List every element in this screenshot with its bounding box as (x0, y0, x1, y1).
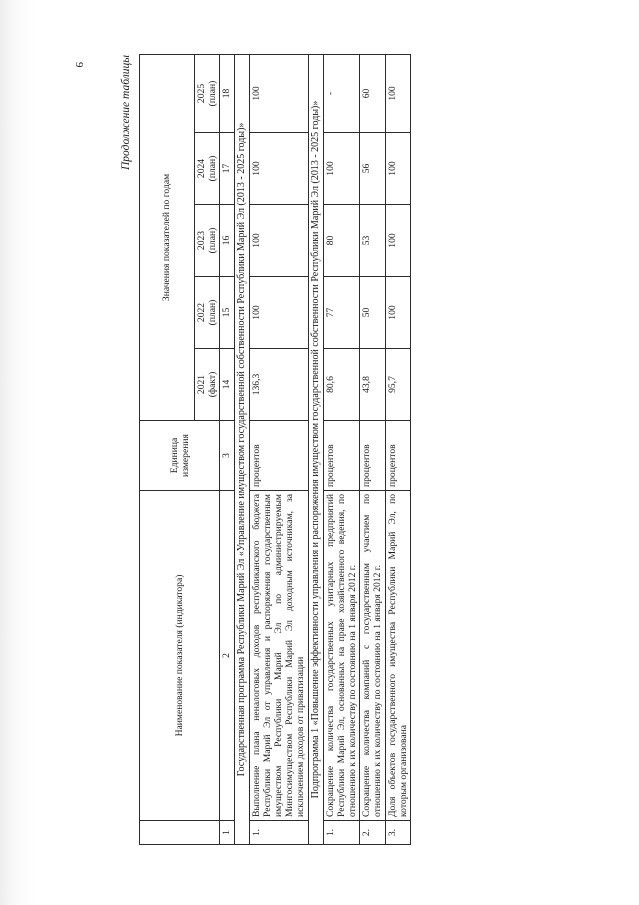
row-unit: процентов (360, 421, 385, 491)
section-title-row (308, 54, 323, 844)
row-value-2024: 100 (385, 133, 410, 205)
rotated-page-content (120, 55, 530, 845)
row-unit: процентов (249, 421, 308, 491)
row-value-2024: 56 (360, 133, 385, 205)
row-unit: процентов (323, 421, 360, 491)
row-value-2023: 53 (360, 205, 385, 277)
column-number: 16 (220, 205, 234, 277)
row-indicator-name: Выполнение плана неналоговых доходов республиканского бюджета Республики Марий Эл от управления и распоряжения государственным имуществом Республики Марий Эл по администрируемым Мингосимуществом Республики Марий Эл доходным источникам, за исключением доходов от приватизации (249, 491, 308, 821)
row-value-2024: 100 (323, 133, 360, 205)
row-index: 2. (360, 821, 385, 845)
table-row (249, 54, 308, 844)
row-value-2025: 100 (385, 54, 410, 132)
header-year-2025: 2025 (план) (195, 54, 220, 132)
row-value-2023: 80 (323, 205, 360, 277)
row-index: 1. (249, 821, 308, 845)
row-value-2023: 100 (385, 205, 410, 277)
row-index: 1. (323, 821, 360, 845)
column-number: 18 (220, 54, 234, 132)
column-number: 14 (220, 349, 234, 421)
header-year-2022: 2022 (план) (195, 277, 220, 349)
continuation-label: Продолжение таблицы (120, 55, 132, 171)
row-value-2025: - (323, 54, 360, 132)
table-row (360, 54, 385, 844)
row-value-2021: 43,8 (360, 349, 385, 421)
table-row (323, 54, 360, 844)
header-index-blank (140, 821, 220, 845)
row-value-2025: 60 (360, 54, 385, 132)
row-indicator-name: Сокращение количества государственных унитарных предприятий Республики Марий Эл, основанных на праве хозяйственного ведения, по отношению к их количеству по состоянию на 1 января 2012 г. (323, 491, 360, 821)
row-value-2022: 77 (323, 277, 360, 349)
column-number: 2 (220, 491, 234, 821)
page-number: 9 (73, 62, 85, 68)
row-value-2022: 50 (360, 277, 385, 349)
row-value-2022: 100 (385, 277, 410, 349)
column-number: 3 (220, 421, 234, 491)
row-value-2023: 100 (249, 205, 308, 277)
column-number: 15 (220, 277, 234, 349)
column-number: 1 (220, 821, 234, 845)
row-indicator-name: Сокращение количества компаний с государственным участием по отношению к их количеству по состоянию на 1 января 2012 г. (360, 491, 385, 821)
header-unit: Единица измерения (140, 421, 220, 491)
header-indicator-name: Наименование показателя (индикатора) (140, 491, 220, 821)
section-title: Государственная программа Республики Марий Эл «Управление имуществом государственной собственности Республики Марий Эл (2013 - 2025 годы)» (234, 54, 249, 844)
row-value-2021: 95,7 (385, 349, 410, 421)
column-numbers-row (220, 54, 234, 844)
header-year-2024: 2024 (план) (195, 133, 220, 205)
row-value-2021: 136,3 (249, 349, 308, 421)
section-title: Подпрограмма 1 «Повышение эффективности управления и распоряжения имуществом государственной собственности Республики Марий Эл (2013 - 2025 годы)» (308, 54, 323, 844)
row-value-2021: 80,6 (323, 349, 360, 421)
table-row (385, 54, 410, 844)
row-index: 3. (385, 821, 410, 845)
section-title-row (234, 54, 249, 844)
header-year-2021: 2021 (факт) (195, 349, 220, 421)
header-row-1 (140, 54, 195, 844)
row-value-2022: 100 (249, 277, 308, 349)
column-number: 17 (220, 133, 234, 205)
row-value-2024: 100 (249, 133, 308, 205)
indicators-table (139, 54, 411, 845)
header-year-2023: 2023 (план) (195, 205, 220, 277)
row-unit: процентов (385, 421, 410, 491)
row-indicator-name: Доля объектов государственного имущества Республики Марий Эл, по которым организована (385, 491, 410, 821)
header-values-group: Значения показателей по годам (140, 54, 195, 420)
row-value-2025: 100 (249, 54, 308, 132)
